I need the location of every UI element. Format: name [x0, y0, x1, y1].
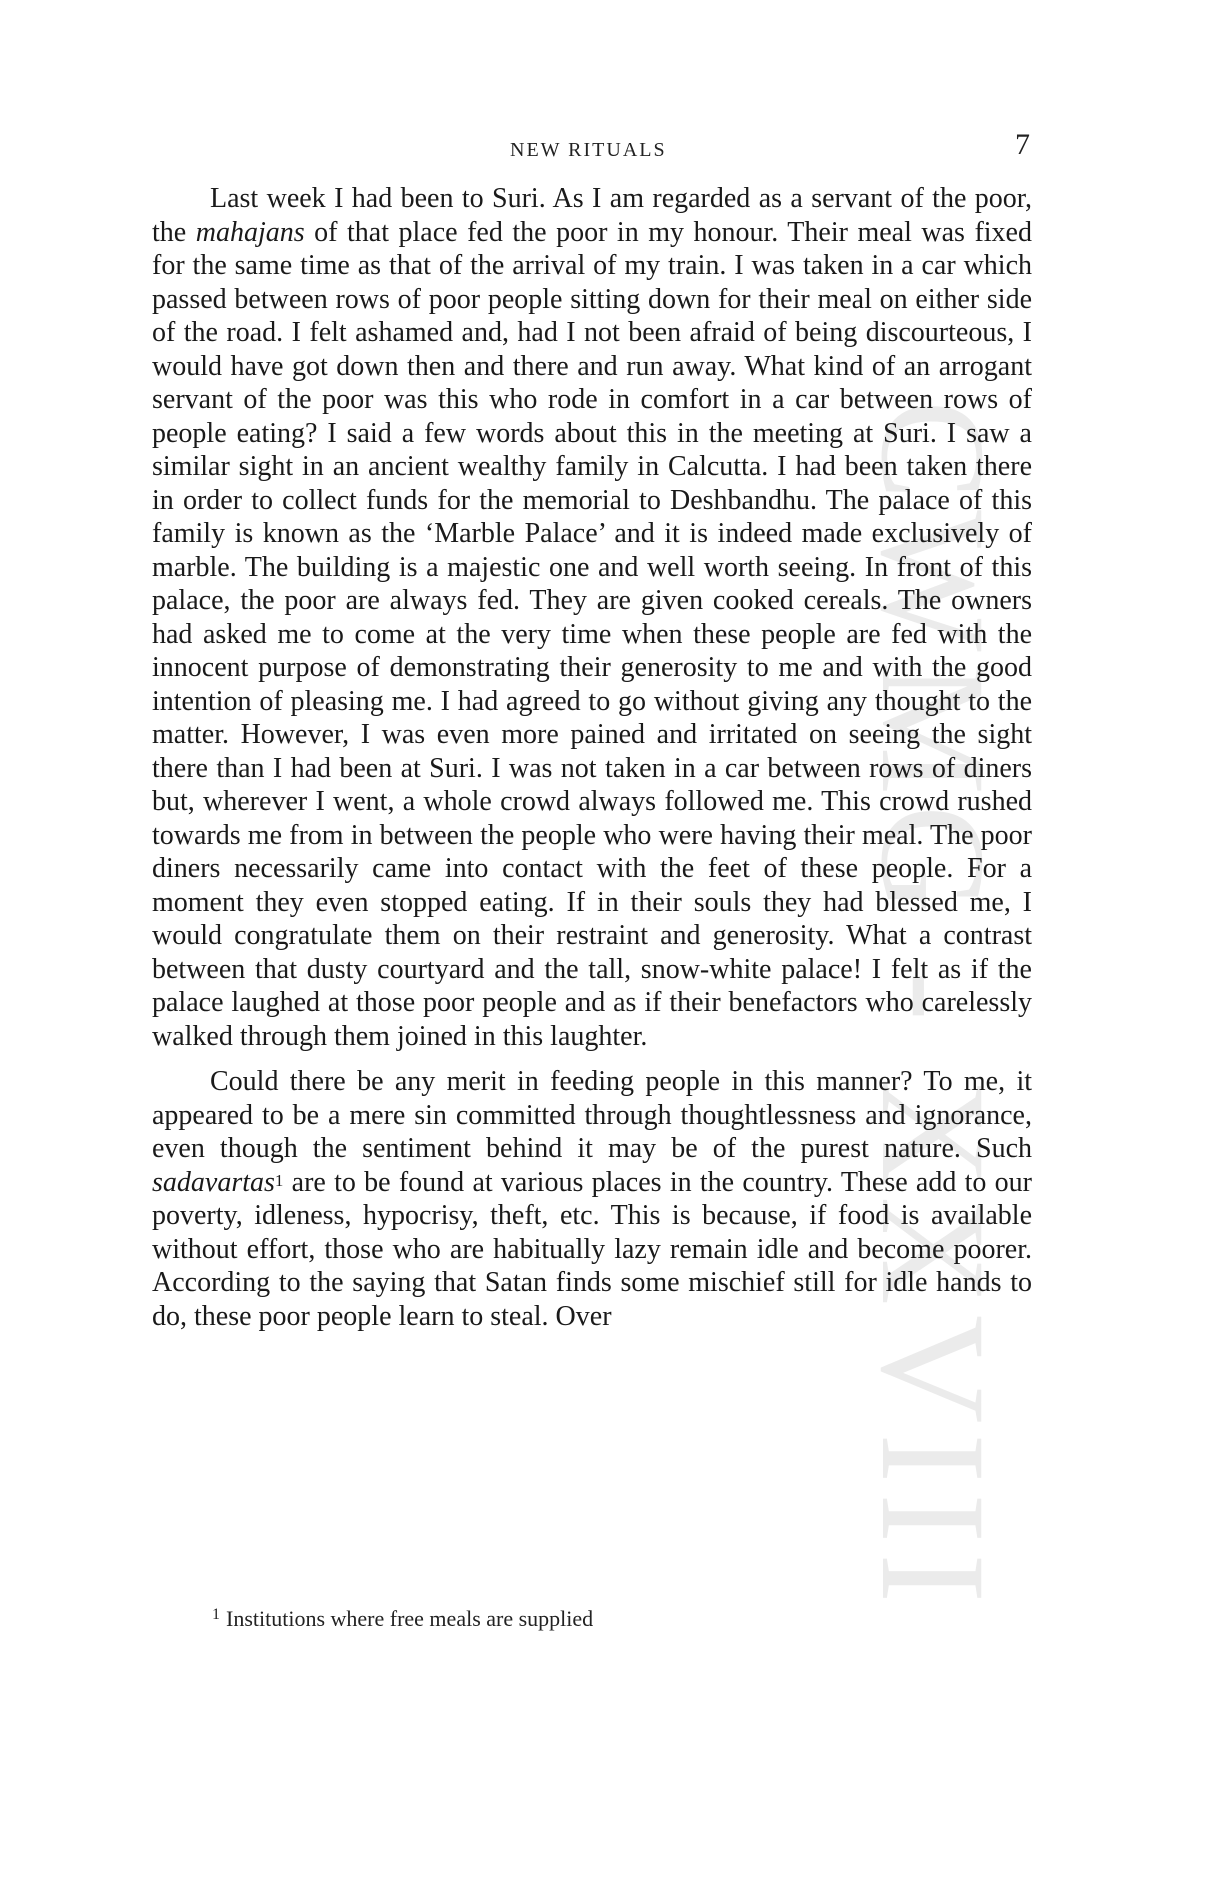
footnote [212, 1606, 593, 1632]
page-number: 7 [1015, 128, 1030, 161]
text-run: of that place fed the poor in my honour. Their meal was fixed for the same time as that of the arrival of my train. I was taken in a car which passed between rows of poor people sitting down for their meal on either side of the road. I felt ashamed and, had I not been afraid of being discourteous, I would have got down then and there and run away. What kind of an arrogant servant of the poor was this who rode in comfort in a car between rows of people eating? I said a few words about this in the meeting at Suri. I saw a similar sight in an ancient wealthy family in Calcutta. I had been taken there in order to collect funds for the memorial to Deshbandhu. The palace of this family is known as the ‘Marble Palace’ and it is indeed made exclusively of marble. The building is a majestic one and well worth seeing. In front of this palace, the poor are always fed. They are given cooked cereals. The owners had asked me to come at the very time when these people are fed with the innocent purpose of demonstrating their generosity to me and with the good intention of pleasing me. I had agreed to go without giving any thought to the matter. However, I was even more pained and irritated on seeing the sight there than I had been at Suri. I was not taken in a car between rows of diners but, wherever I went, a whole crowd always followed me. This crowd rushed towards me from in between the people who were having their meal. The poor diners necessarily came into contact with the feet of these people. For a moment they even stopped eating. If in their souls they had blessed me, I would congratulate them on their restraint and generosity. What a contrast between that dusty courtyard and the tall, snow-white palace! I felt as if the palace laughed at those poor people and as if their benefactors who carelessly walked through them joined in this laughter. [152, 216, 1032, 1052]
paragraph [152, 182, 1032, 1053]
footnote-mark: 1 [212, 1606, 220, 1623]
italic-term-sadavartas: sadavartas [152, 1166, 275, 1198]
body-text [152, 182, 1032, 1333]
footnote-text: Institutions where free meals are supplied [226, 1606, 594, 1631]
text-run: are to be found at various places in the country. These add to our poverty, idleness, hypocrisy, theft, etc. This is because, if food is available without effort, those who are habitually lazy remain idle and become poorer. According to the saying that Satan finds some mischief still for idle hands to do, these poor people learn to steal. Over [152, 1166, 1032, 1332]
watermark: CWMG - XXVIII [850, 400, 1016, 1614]
text-run: Last week I had been to Suri. As I am regarded as a servant of the poor, the [152, 183, 1032, 248]
text-run: Could there be any merit in feeding people in this manner? To me, it appeared to be a mere sin committed through thoughtlessness and ignorance, even though the sentiment behind it may be of the purest nature. Such [152, 1066, 1032, 1164]
footnote-reference[interactable]: 1 [274, 1170, 284, 1190]
running-head: NEW RITUALS [510, 139, 667, 161]
italic-term-mahajans: mahajans [195, 216, 305, 248]
paragraph [152, 1065, 1032, 1333]
